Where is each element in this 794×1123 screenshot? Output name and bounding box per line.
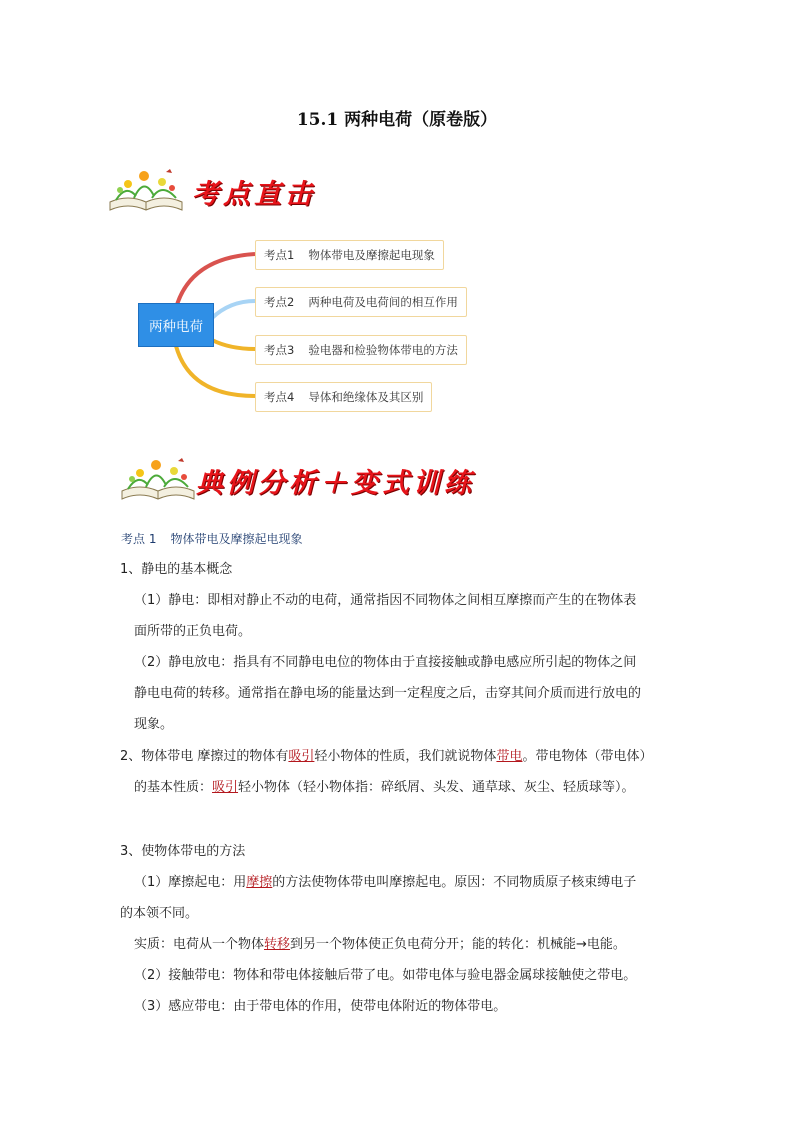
- mindmap-node-4: [255, 382, 432, 412]
- node-text: 两种电荷及电荷间的相互作用: [308, 295, 458, 309]
- heading-2: [120, 747, 652, 767]
- banner-title: 典例分析＋变式训练: [196, 468, 475, 499]
- paragraph: [134, 935, 626, 955]
- underlined-term: 摩擦: [246, 875, 273, 890]
- underlined-term: 带电: [496, 749, 523, 764]
- mindmap: [130, 238, 480, 418]
- underlined-term: 转移: [264, 937, 291, 952]
- paragraph: 现象。: [134, 717, 174, 732]
- text: 轻小物体（轻小物体指：碎纸屑、头发、通草球、灰尘、轻质球等）。: [238, 780, 635, 795]
- paragraph: [134, 778, 635, 798]
- banner-exam-points: [106, 166, 366, 214]
- text: 实质：电荷从一个物体: [134, 937, 265, 952]
- paragraph: 面所带的正负电荷。: [134, 624, 252, 639]
- paragraph: （2）接触带电：物体和带电体接触后带了电。如带电体与验电器金属球接触使之带电。: [134, 968, 637, 983]
- paragraph: [134, 873, 636, 893]
- heading-1: 1、静电的基本概念: [120, 562, 233, 577]
- node-key: 考点1: [264, 248, 295, 262]
- text: 。带电物体（带电体）: [522, 749, 653, 764]
- text: 到另一个物体使正负电荷分开；能的转化：机械能→电能。: [290, 937, 626, 952]
- section-heading: [121, 530, 302, 547]
- text: 的基本性质：: [134, 780, 213, 795]
- banner-title: 考点直击: [192, 179, 316, 210]
- book-flowers-icon: [106, 166, 186, 214]
- text: 的方法使物体带电叫摩擦起电。原因：不同物质原子核束缚电子: [272, 875, 637, 890]
- mindmap-node-3: [255, 335, 467, 365]
- text: （1）摩擦起电：用: [134, 875, 247, 890]
- paragraph: 静电电荷的转移。通常指在静电场的能量达到一定程度之后，击穿其间介质而进行放电的: [134, 686, 642, 701]
- node-key: 考点2: [264, 295, 295, 309]
- node-text: 物体带电及摩擦起电现象: [308, 248, 435, 262]
- paragraph: （3）感应带电：由于带电体的作用，使带电体附近的物体带电。: [134, 999, 507, 1014]
- mindmap-node-2: [255, 287, 467, 317]
- mindmap-root: 两种电荷: [138, 303, 214, 347]
- mindmap-node-1: [255, 240, 444, 270]
- paragraph: 的本领不同。: [120, 906, 199, 921]
- underlined-term: 吸引: [212, 780, 239, 795]
- paragraph: （2）静电放电：指具有不同静电电位的物体由于直接接触或静电感应所引起的物体之间: [134, 655, 637, 670]
- text: 轻小物体的性质，我们就说物体: [314, 749, 497, 764]
- paragraph: （1）静电：即相对静止不动的电荷，通常指因不同物体之间相互摩擦而产生的在物体表: [134, 593, 637, 608]
- node-key: 考点3: [264, 343, 295, 357]
- section-key: 考点 1: [121, 532, 157, 546]
- text: 2、物体带电 摩擦过的物体有: [120, 749, 289, 764]
- node-key: 考点4: [264, 390, 295, 404]
- section-text: 物体带电及摩擦起电现象: [170, 532, 303, 546]
- page-title: 15.1 两种电荷（原卷版）: [296, 110, 498, 130]
- node-text: 验电器和检验物体带电的方法: [308, 343, 458, 357]
- underlined-term: 吸引: [288, 749, 315, 764]
- heading-3: 3、使物体带电的方法: [120, 844, 246, 859]
- banner-examples: [118, 455, 478, 503]
- node-text: 导体和绝缘体及其区别: [308, 390, 424, 404]
- book-flowers-icon: [118, 455, 198, 503]
